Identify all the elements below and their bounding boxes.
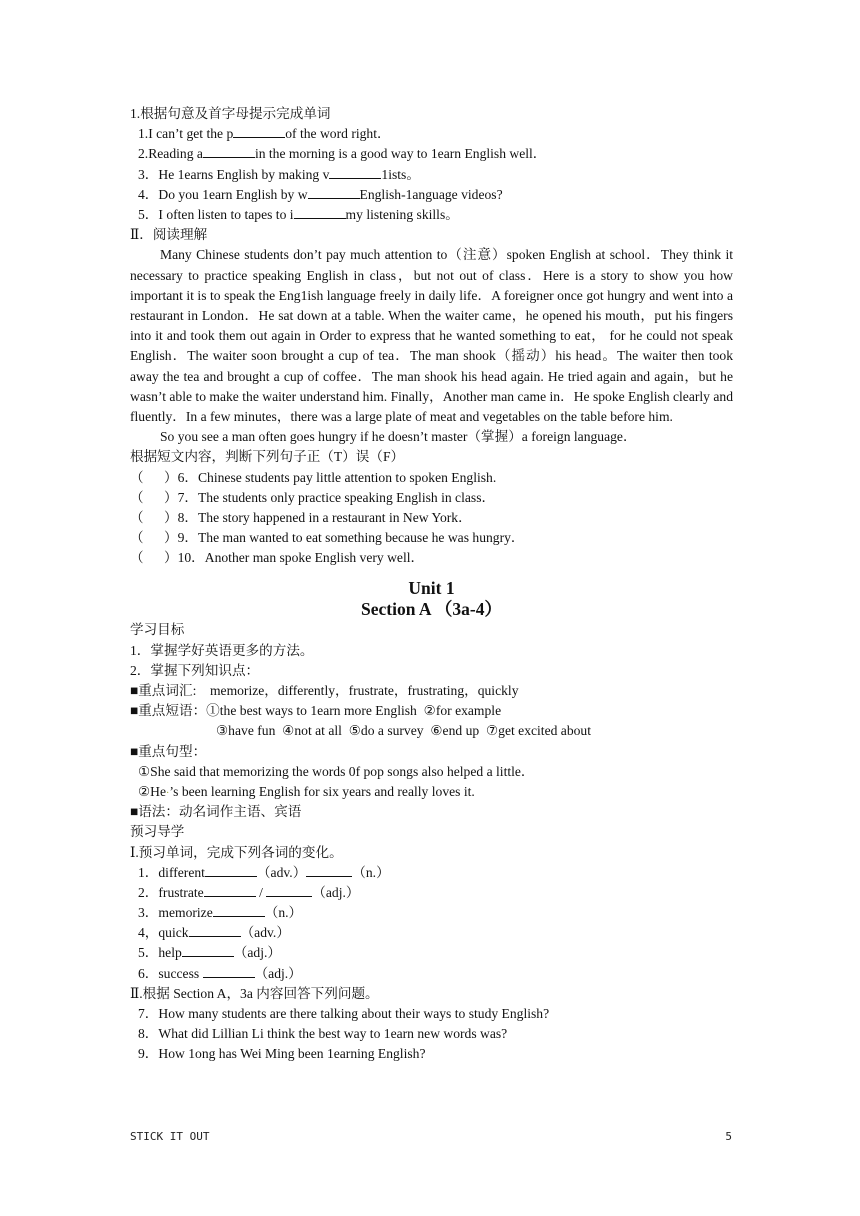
answer-blank [213,903,265,917]
question-9: 9．How 1ong has Wei Ming been 1earning English? [138,1046,426,1062]
footer-motto: STICK IT OUT [130,1130,210,1143]
word-item-5: 5．help （adj.） [138,945,281,961]
page-number: 5 [725,1130,732,1143]
question-8: 8．What did Lillian Li think the best way to 1earn new words was? [138,1026,508,1042]
part1-item-3: 3．He 1earns English by making v 1ists。 [138,166,420,182]
preview-part2-title: Ⅱ.根据 Section A，3a 内容回答下列问题。 [130,985,379,1001]
part1-item-1: 1.I can’t get the p of the word right． [138,126,391,142]
unit-title: Unit 1 [408,578,455,599]
key-phrases-1: ■重点短语：①the best ways to 1earn more English ②for example [130,703,502,719]
word-item-1: 1．different （adv.） （n.） [138,864,390,880]
question-7: 7．How many students are there talking about their ways to study English? [138,1006,550,1022]
judge-item: （ ）7．The students only practice speaking English in class． [130,489,496,505]
part2-title: Ⅱ．阅读理解 [130,227,208,243]
goals-title: 学习目标 [130,622,185,638]
answer-blank [266,883,312,897]
word-item-6: 6．success （adj.） [138,965,302,981]
part1-item-5: 5．I often listen to tapes to i my listening skills。 [138,206,459,222]
judge-item: （ ）9．The man wanted to eat something because he was hungry． [130,530,525,546]
answer-blank [294,205,346,219]
section-title: Section A （3a-4） [361,599,502,620]
word-item-3: 3．memorize （n.） [138,905,303,921]
reading-passage: Many Chinese students don’t pay much attention to（注意）spoken English at school．They think it necessary to practice speaking English in class，but not out of class．Here is a story to show you how important it is to speak the Eng1ish language freely in daily life．A foreigner once got hungry and went into a restaurant in London．He sat down at a table. When the waiter came，he opened his mouth，put his fingers into it and took them out again in Order to express that he wanted something to eat， for he could not speak English．The waiter soon brought a cup of tea．The man shook（摇动）his head。The waiter then took away the tea and brought a cup of coffee．The man shook his head again. He tried again and again，but he wasn’t able to make the waiter understand him. Finally，Another man came in．He spoke English clearly and fluently．In a few minutes，there was a large plate of meat and vegetables on the table before him. [130,247,733,424]
reading-conclusion: So you see a man often goes hungry if he doesn’t master（掌握）a foreign language． [160,429,637,445]
word-item-2: 2．frustrate / （adj.） [138,884,360,900]
part1-item-4: 4．Do you 1earn English by w English-1anguage videos? [138,186,503,202]
answer-blank [203,144,255,158]
answer-blank [205,863,257,877]
judge-item: （ ）8．The story happened in a restaurant in New York． [130,509,472,525]
answer-blank [189,923,241,937]
part1-item-2: 2.Reading a in the morning is a good way to 1earn English well． [138,146,547,162]
judge-title: 根据短文内容，判断下列句子正（T）误（F） [130,449,405,465]
answer-blank [182,943,234,957]
key-vocabulary: ■重点词汇: memorize，differently，frustrate，frustrating，quickly [130,683,519,699]
answer-blank [203,964,255,978]
page-content [130,104,733,1065]
stray-mark: · [166,787,170,799]
answer-blank [308,185,360,199]
answer-blank [204,883,256,897]
word-item-4: 4，quick （adv.） [138,925,290,941]
goal-2: 2．掌握下列知识点： [130,662,260,678]
key-sentence-1: ①She said that memorizing the words 0f pop songs also helped a little． [138,763,535,779]
key-phrases-2: ③have fun ④not at all ⑤do a survey ⑥end up ⑦get excited about [216,723,592,739]
preview-part1-title: Ⅰ.预习单词，完成下列各词的变化。 [130,844,343,860]
judge-item: （ ）6．Chinese students pay little attention to spoken English. [130,469,497,485]
grammar-point: ■语法：动名词作主语、宾语 [130,804,302,820]
answer-blank [306,863,352,877]
answer-blank [329,165,381,179]
judge-item: （ ）10．Another man spoke English very well． [130,550,425,566]
answer-blank [233,124,285,138]
part1-title: 1.根据句意及首字母提示完成单词 [130,106,331,121]
preview-title: 预习导学 [130,824,185,840]
key-sentence-2: ②He·’s been learning English for six years and really loves it. [138,783,475,799]
goal-1: 1．掌握学好英语更多的方法。 [130,642,314,658]
key-sentences-title: ■重点句型： [130,743,207,759]
